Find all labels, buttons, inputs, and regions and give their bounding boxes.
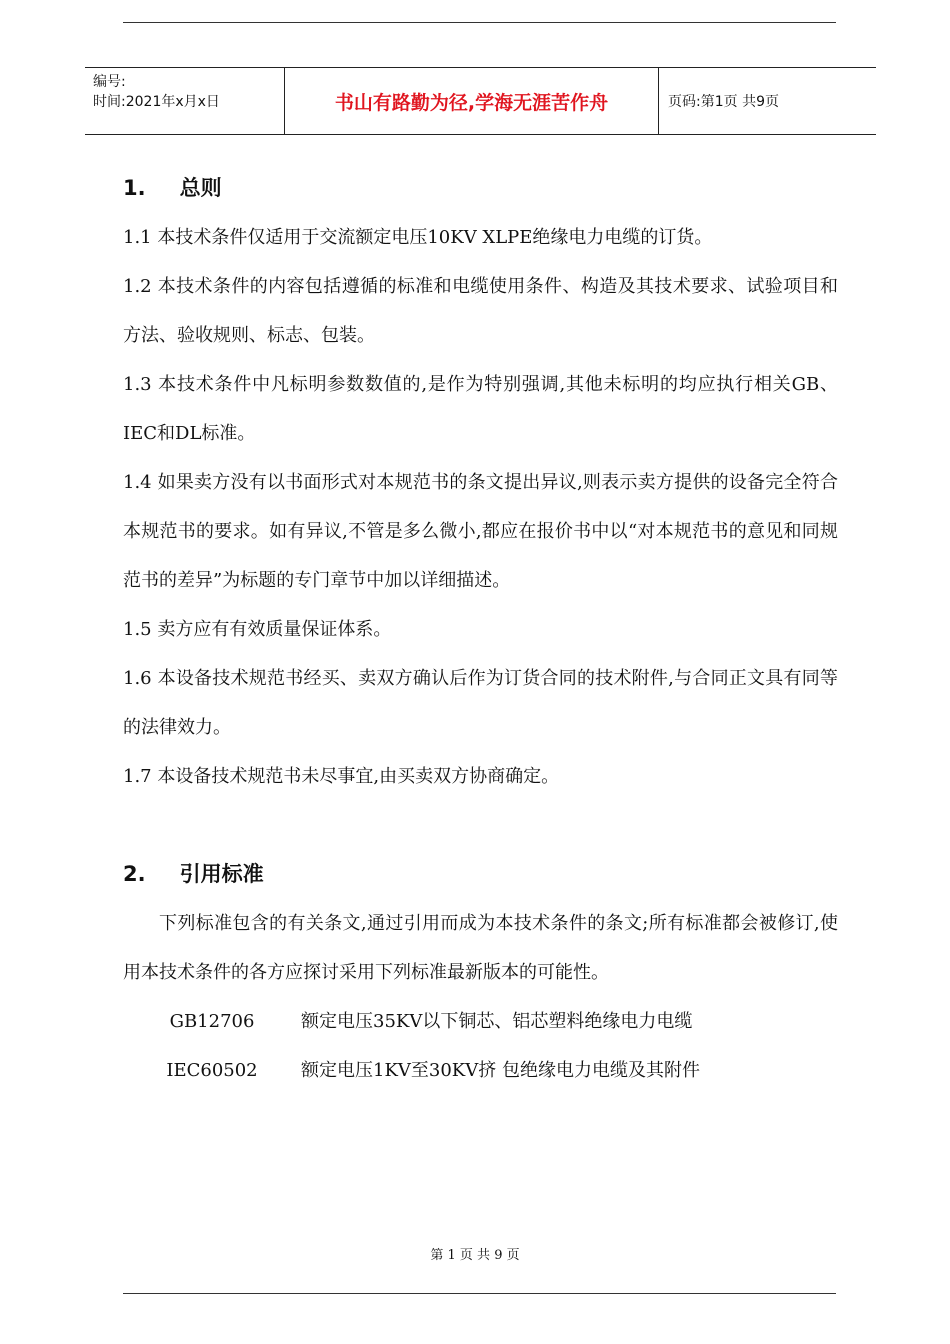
- reference-row: [123, 1046, 838, 1095]
- header-motto: 书山有路勤为径,学海无涯苦作舟: [285, 68, 659, 134]
- section-heading-general: [123, 163, 838, 213]
- header-meta: [85, 68, 285, 134]
- top-rule: [123, 22, 836, 23]
- paragraph-1-6: 1.6 本设备技术规范书经买、卖双方确认后作为订货合同的技术附件,与合同正文具有同等的法律效力。: [123, 668, 838, 738]
- document-header: [85, 67, 876, 135]
- paragraph-1-3: 1.3 本技术条件中凡标明参数数值的,是作为特别强调,其他未标明的均应执行相关GB、IEC和DL标准。: [123, 374, 838, 444]
- section-number: 1.: [123, 176, 146, 200]
- reference-row: [123, 997, 838, 1046]
- section-spacer: [123, 801, 838, 849]
- section-heading-references: [123, 849, 838, 899]
- footer-page-number: 第 1 页 共 9 页: [430, 1248, 520, 1263]
- paragraph-1-7: 1.7 本设备技术规范书未尽事宜,由买卖双方协商确定。: [123, 766, 560, 787]
- section-number: 2.: [123, 862, 146, 886]
- section-title: 引用标准: [179, 862, 264, 886]
- reference-title: 额定电压35KV以下铜芯、铝芯塑料绝缘电力电缆: [301, 1011, 693, 1032]
- paragraph-1-2: 1.2 本技术条件的内容包括遵循的标准和电缆使用条件、构造及其技术要求、试验项目和方法、验收规则、标志、包装。: [123, 276, 838, 346]
- section-title: 总则: [179, 176, 222, 200]
- paragraph-1-4: 1.4 如果卖方没有以书面形式对本规范书的条文提出异议,则表示卖方提供的设备完全符合本规范书的要求。如有异议,不管是多么微小,都应在报价书中以“对本规范书的意见和同规范书的差异”为标题的专门章节中加以详细描述。: [123, 472, 838, 591]
- paragraph-1-5: 1.5 卖方应有有效质量保证体系。: [123, 619, 392, 640]
- document-body: [123, 163, 838, 1095]
- bottom-rule: [123, 1293, 836, 1294]
- references-intro: 下列标准包含的有关条文,通过引用而成为本技术条件的条文;所有标准都会被修订,使用本技术条件的各方应探讨采用下列标准最新版本的可能性。: [123, 913, 838, 983]
- document-time-label: 时间:2021年x月x日: [93, 94, 220, 110]
- paragraph-1-1: 1.1 本技术条件仅适用于交流额定电压10KV XLPE绝缘电力电缆的订货。: [123, 227, 713, 248]
- reference-code: IEC60502: [166, 1060, 258, 1081]
- header-page-number: 页码:第1页 共9页: [668, 94, 779, 110]
- document-number-label: 编号:: [93, 74, 126, 90]
- reference-title: 额定电压1KV至30KV挤 包绝缘电力电缆及其附件: [301, 1060, 700, 1081]
- reference-code: GB12706: [169, 1011, 255, 1032]
